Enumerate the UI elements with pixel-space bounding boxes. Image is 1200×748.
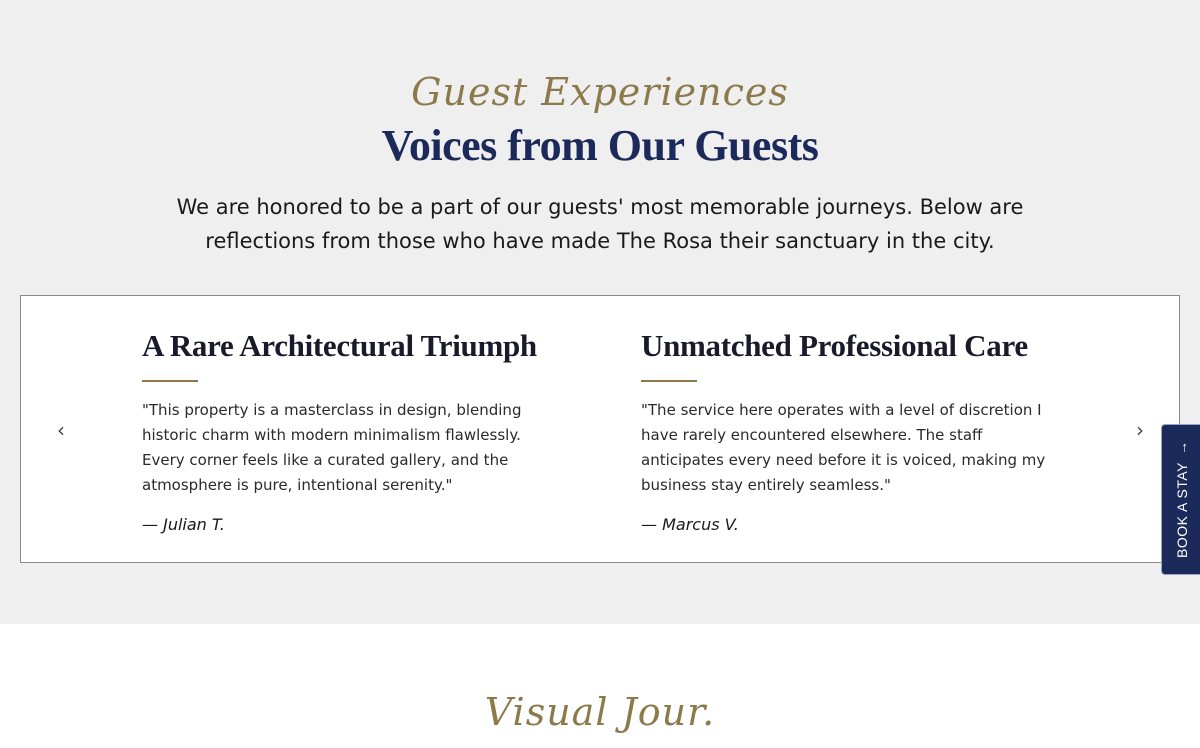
book-a-stay-label: BOOK A STAY [1173, 462, 1190, 559]
chevron-right-icon[interactable]: › [1136, 418, 1144, 442]
author-dash: — [142, 515, 164, 534]
testimonial-author [641, 515, 1061, 534]
testimonial-title: A Rare Architectural Triumph [142, 328, 537, 363]
testimonial-author [142, 515, 562, 534]
testimonial-card [142, 326, 562, 534]
testimonial-title: Unmatched Professional Care [641, 328, 1028, 363]
title-rule [142, 380, 198, 382]
book-a-stay-button[interactable] [1161, 424, 1200, 575]
author-name: Marcus V. [662, 515, 739, 534]
testimonial-card [641, 326, 1061, 534]
author-dash: — [641, 515, 663, 534]
testimonial-quote: "This property is a masterclass in design, blending historic charm with modern minimalism flawlessly. Every corner feels like a curated gallery, and the atmosphere is pure, intentional serenity." [142, 401, 522, 494]
section-eyebrow: Guest Experiences [411, 70, 789, 114]
testimonial-carousel [20, 295, 1180, 563]
arrow-right-icon: → [1173, 441, 1190, 456]
section-eyebrow: Visual Jour. [484, 690, 716, 734]
testimonial-quote: "The service here operates with a level of discretion I have rarely encountered elsewhere. The staff anticipates every need before it is voiced, making my business stay entirely seamless." [641, 401, 1046, 494]
author-name: Julian T. [163, 515, 225, 534]
visual-journey-section [0, 624, 1200, 748]
title-rule [641, 380, 697, 382]
section-intro: We are honored to be a part of our guests' most memorable journeys. Below are reflections from those who have made The Rosa their sanctuary in the city. [176, 195, 1024, 253]
section-title: Voices from Our Guests [381, 121, 819, 170]
chevron-left-icon[interactable]: ‹ [57, 418, 65, 442]
